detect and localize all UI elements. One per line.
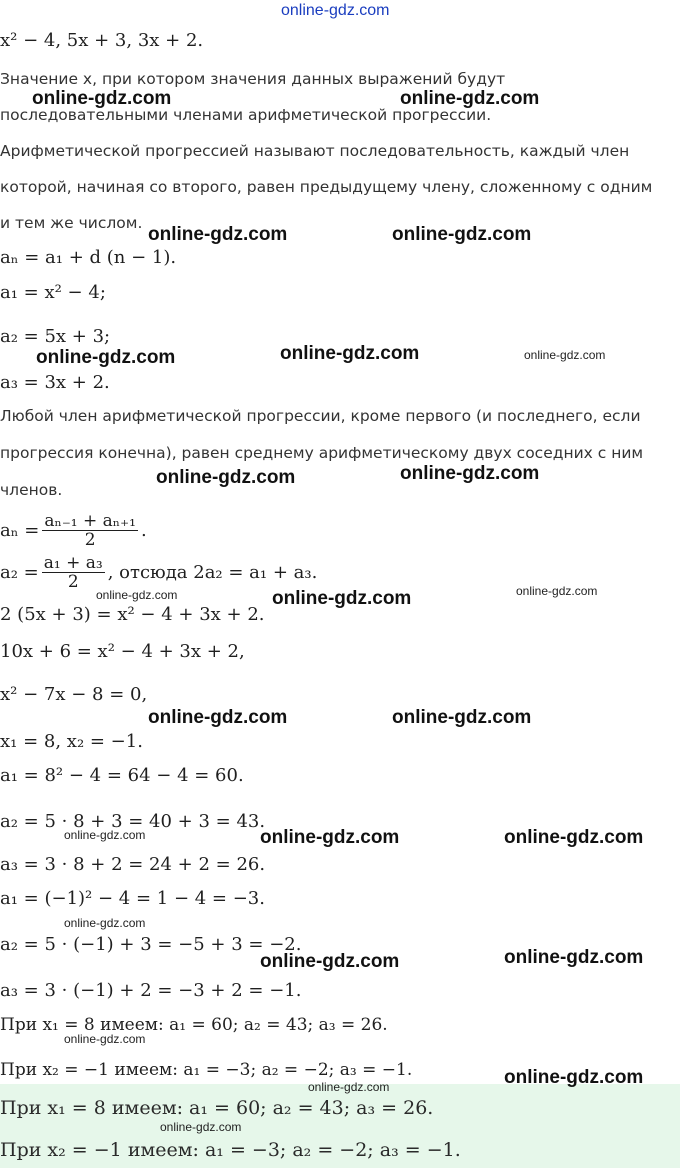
problem-line-1: Значение x, при котором значения данных выражений будут <box>0 70 506 88</box>
watermark: online-gdz.com <box>148 707 288 728</box>
definition-line-3: и тем же числом. <box>0 214 143 232</box>
calc-a1-case2: a₁ = (−1)² − 4 = 1 − 4 = −3. <box>0 888 265 909</box>
definition-line-1: Арифметической прогрессией называют последовательность, каждый член <box>0 142 630 160</box>
watermark: online-gdz.com <box>400 88 540 109</box>
calc-a1-case1: a₁ = 8² − 4 = 64 − 4 = 60. <box>0 765 244 786</box>
a2-numerator: a₁ + a₃ <box>43 553 103 573</box>
watermark: online-gdz.com <box>32 88 172 109</box>
watermark: online-gdz.com <box>504 827 644 848</box>
watermark: online-gdz.com <box>504 1067 644 1088</box>
watermark: online-gdz.com <box>64 916 146 930</box>
calc-a2-case2: a₂ = 5 · (−1) + 3 = −5 + 3 = −2. <box>0 934 302 955</box>
result-case1: При x₁ = 8 имеем: a₁ = 60; a₂ = 43; a₃ = 26. <box>0 1015 388 1035</box>
mean-formula <box>0 512 147 549</box>
watermark: online-gdz.com <box>308 1080 390 1094</box>
result-case2: При x₂ = −1 имеем: a₁ = −3; a₂ = −2; a₃ = −1. <box>0 1060 413 1080</box>
a2-fraction <box>42 554 105 591</box>
mean-formula-tail: . <box>140 520 147 541</box>
answer-line-1: При x₁ = 8 имеем: a₁ = 60; a₂ = 43; a₃ = 26. <box>0 1097 434 1119</box>
mean-fraction <box>42 512 138 549</box>
property-line-1: Любой член арифметической прогрессии, кроме первого (и последнего, если <box>0 407 641 425</box>
term-a1: a₁ = x² − 4; <box>0 282 106 303</box>
a2-mean-formula <box>0 554 317 591</box>
mean-numerator: aₙ₋₁ + aₙ₊₁ <box>44 511 136 531</box>
watermark: online-gdz.com <box>504 947 644 968</box>
watermark: online-gdz.com <box>260 827 400 848</box>
calc-a2-case1: a₂ = 5 · 8 + 3 = 40 + 3 = 43. <box>0 811 266 832</box>
answer-line-2: При x₂ = −1 имеем: a₁ = −3; a₂ = −2; a₃ = −1. <box>0 1139 461 1161</box>
watermark: online-gdz.com <box>392 707 532 728</box>
watermark: online-gdz.com <box>400 463 540 484</box>
calc-a3-case2: a₃ = 3 · (−1) + 2 = −3 + 2 = −1. <box>0 980 302 1001</box>
problem-line-2: последовательными членами арифметической прогрессии. <box>0 106 492 124</box>
answer-box <box>0 1084 680 1168</box>
a2-formula-lhs: a₂ = <box>0 562 39 583</box>
site-header-link[interactable]: online-gdz.com <box>281 2 390 19</box>
watermark: online-gdz.com <box>280 343 420 364</box>
a2-formula-tail: , отсюда 2a₂ = a₁ + a₃. <box>107 562 318 583</box>
general-term-formula: aₙ = a₁ + d (n − 1). <box>0 247 177 268</box>
watermark: online-gdz.com <box>36 347 176 368</box>
watermark: online-gdz.com <box>64 1032 146 1046</box>
watermark: online-gdz.com <box>516 584 598 598</box>
watermark: online-gdz.com <box>392 224 532 245</box>
watermark: online-gdz.com <box>160 1120 242 1134</box>
watermark: online-gdz.com <box>64 828 146 842</box>
mean-formula-lhs: aₙ = <box>0 520 40 541</box>
watermark: online-gdz.com <box>260 951 400 972</box>
property-line-3: членов. <box>0 481 63 499</box>
term-a2: a₂ = 5x + 3; <box>0 326 111 347</box>
equation-step-1: 2 (5x + 3) = x² − 4 + 3x + 2. <box>0 604 265 625</box>
definition-line-2: которой, начиная со второго, равен предыдущему члену, сложенному с одним <box>0 178 653 196</box>
given-expressions: x² − 4, 5x + 3, 3x + 2. <box>0 30 204 51</box>
calc-a3-case1: a₃ = 3 · 8 + 2 = 24 + 2 = 26. <box>0 854 266 875</box>
watermark: online-gdz.com <box>96 588 178 602</box>
roots: x₁ = 8, x₂ = −1. <box>0 731 143 752</box>
equation-step-2: 10x + 6 = x² − 4 + 3x + 2, <box>0 641 245 662</box>
watermark: online-gdz.com <box>156 467 296 488</box>
watermark: online-gdz.com <box>148 224 288 245</box>
watermark: online-gdz.com <box>524 348 606 362</box>
property-line-2: прогрессия конечна), равен среднему арифметическому двух соседних с ним <box>0 444 644 462</box>
watermark: online-gdz.com <box>272 588 412 609</box>
quadratic-equation: x² − 7x − 8 = 0, <box>0 684 148 705</box>
a2-denominator: 2 <box>67 572 79 592</box>
mean-denominator: 2 <box>84 530 96 550</box>
term-a3: a₃ = 3x + 2. <box>0 372 110 393</box>
